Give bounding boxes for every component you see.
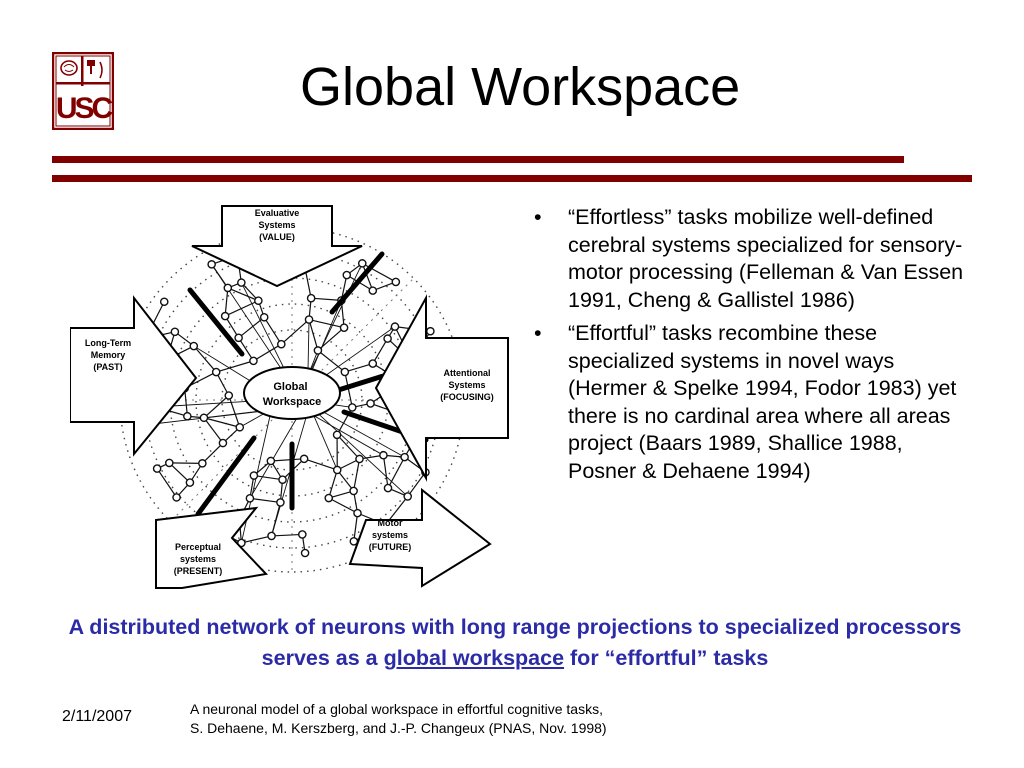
long-term-memory-arrow: [70, 298, 196, 454]
bullet-list: [530, 204, 970, 491]
bullet-item: [530, 320, 970, 485]
svg-text:Perceptualsystems(PRESENT): Perceptual systems (PRESENT): [173, 542, 223, 576]
global-workspace-node: [244, 367, 340, 419]
slide-title: Global Workspace: [300, 57, 741, 117]
slide-date: 2/11/2007: [62, 708, 132, 725]
bullet-text: “Effortful” tasks recombine these specialized systems in novel ways (Hermer & Spelke 1994, Fodor 1983) yet there is no cardinal area where all areas project (Baars 1989, Shallice 1988, Posner & Dehaene 1994): [568, 321, 957, 483]
evaluative-systems-arrow: [192, 206, 362, 286]
usc-logo: [52, 52, 114, 130]
svg-text:Long-TermMemory(PAST): Long-Term Memory (PAST): [84, 338, 132, 372]
reference-citation: [190, 700, 607, 738]
bullet-mark: •: [534, 205, 542, 229]
svg-text:Global Workspace: Global Workspace: [262, 381, 322, 408]
reference-line-2: S. Dehaene, M. Kerszberg, and J.-P. Changeux (PNAS, Nov. 1998): [190, 720, 607, 736]
caption-text-start: A distributed network of neurons with long range projections to specialized processors serves as a: [68, 615, 962, 670]
svg-text:AttentionalSystems(FOCUSING): Attentional Systems (FOCUSING): [440, 368, 494, 402]
svg-text:EvaluativeSystems(VALUE): Evaluative Systems (VALUE): [254, 208, 300, 242]
title-rule-lower: [52, 175, 972, 182]
global-workspace-diagram: [70, 202, 510, 594]
reference-line-1: A neuronal model of a global workspace in effortful cognitive tasks,: [190, 701, 603, 717]
svg-text:Motorsystems(FUTURE): Motor systems (FUTURE): [368, 518, 412, 552]
caption-text-end: for “effortful” tasks: [564, 646, 769, 670]
bullet-item: [530, 204, 970, 314]
summary-caption: [40, 612, 990, 674]
bullet-text: “Effortless” tasks mobilize well-defined cerebral systems specialized for sensory-motor processing (Felleman & Van Essen 1991, Cheng & Gallistel 1986): [568, 205, 964, 312]
caption-highlight: global workspace: [383, 646, 565, 670]
svg-text:USC: USC: [55, 92, 111, 125]
title-rule-upper: [52, 156, 904, 163]
bullet-mark: •: [534, 321, 542, 345]
